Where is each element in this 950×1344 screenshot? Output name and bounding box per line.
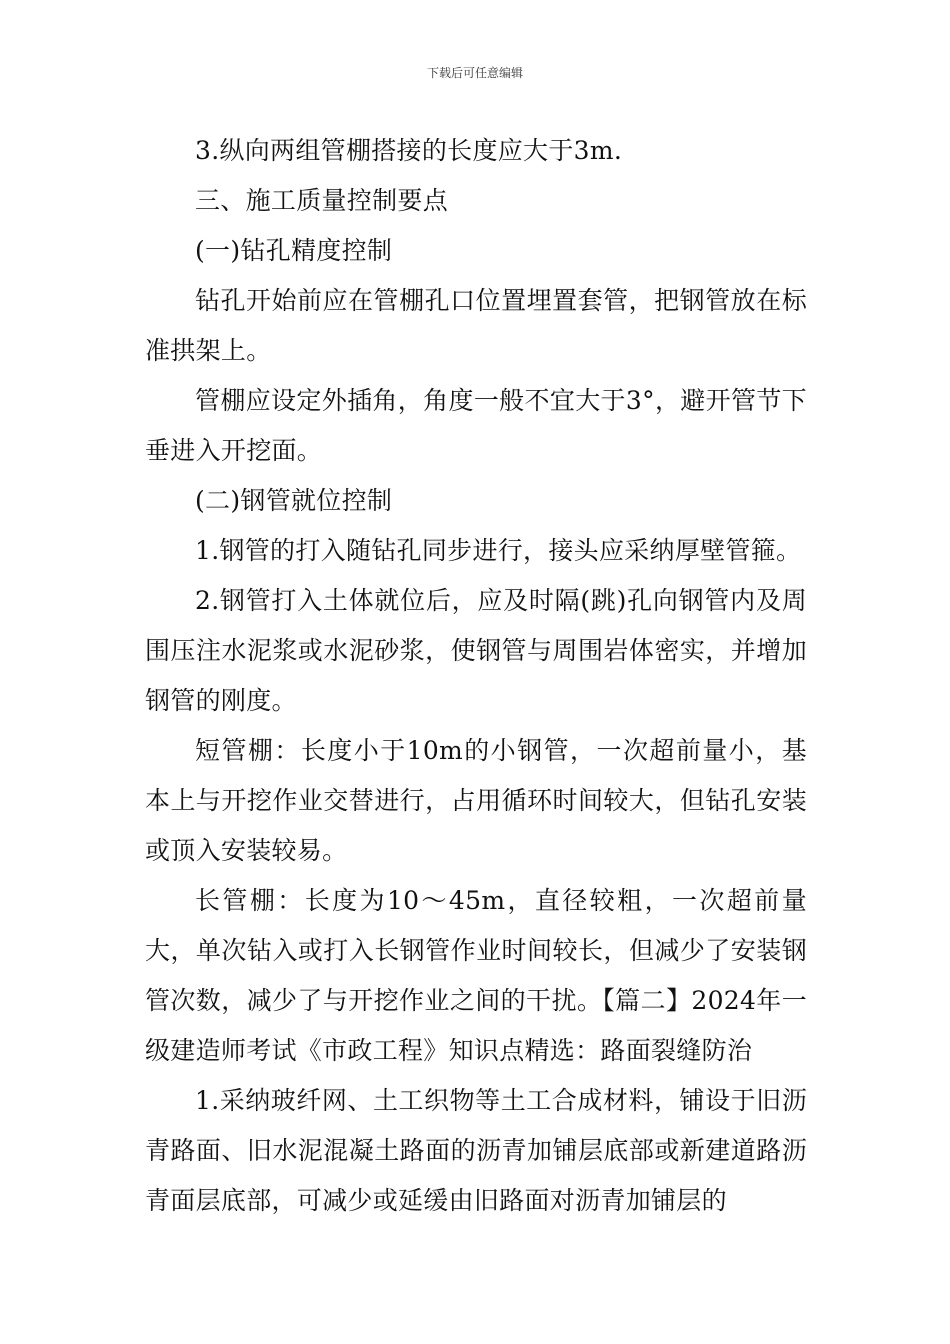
- paragraph-crack-prevention: 1.采纳玻纤网、土工织物等土工合成材料，铺设于旧沥青路面、旧水泥混凝土路面的沥青加铺层底部或新建道路沥青面层底部，可减少或延缓由旧路面对沥青加铺层的: [145, 1086, 807, 1215]
- document-body: [145, 126, 807, 1226]
- paragraph-overlap-length: 3.纵向两组管棚搭接的长度应大于3m.: [195, 136, 623, 165]
- paragraph-grouting: 2.钢管打入土体就位后，应及时隔(跳)孔向钢管内及周围压注水泥浆或水泥砂浆，使钢管与周围岩体密实，并增加钢管的刚度。: [145, 586, 807, 715]
- page-header: 下载后可任意编辑: [426, 66, 523, 80]
- paragraph-long-pipe-roof: 长管棚：长度为10～45m，直径较粗，一次超前量大，单次钻入或打入长钢管作业时间较长，但减少了安装钢管次数，减少了与开挖作业之间的干扰。【篇二】2024年一级建造师考试《市政工程》知识点精选：路面裂缝防治: [145, 886, 807, 1065]
- subheading-steel-pipe-placement: (二)钢管就位控制: [195, 486, 393, 515]
- section-heading-quality-control: 三、施工质量控制要点: [195, 186, 449, 215]
- paragraph-casing: 钻孔开始前应在管棚孔口位置埋置套管，把钢管放在标准拱架上。: [145, 286, 807, 365]
- paragraph-short-pipe-roof: 短管棚：长度小于10m的小钢管，一次超前量小，基本上与开挖作业交替进行，占用循环时间较大，但钻孔安装或顶入安装较易。: [145, 736, 807, 865]
- paragraph-pipe-driving: 1.钢管的打入随钻孔同步进行，接头应采纳厚壁管箍。: [195, 536, 802, 565]
- paragraph-insertion-angle: 管棚应设定外插角，角度一般不宜大于3°，避开管节下垂进入开挖面。: [145, 386, 807, 465]
- subheading-drilling-precision: (一)钻孔精度控制: [195, 236, 393, 265]
